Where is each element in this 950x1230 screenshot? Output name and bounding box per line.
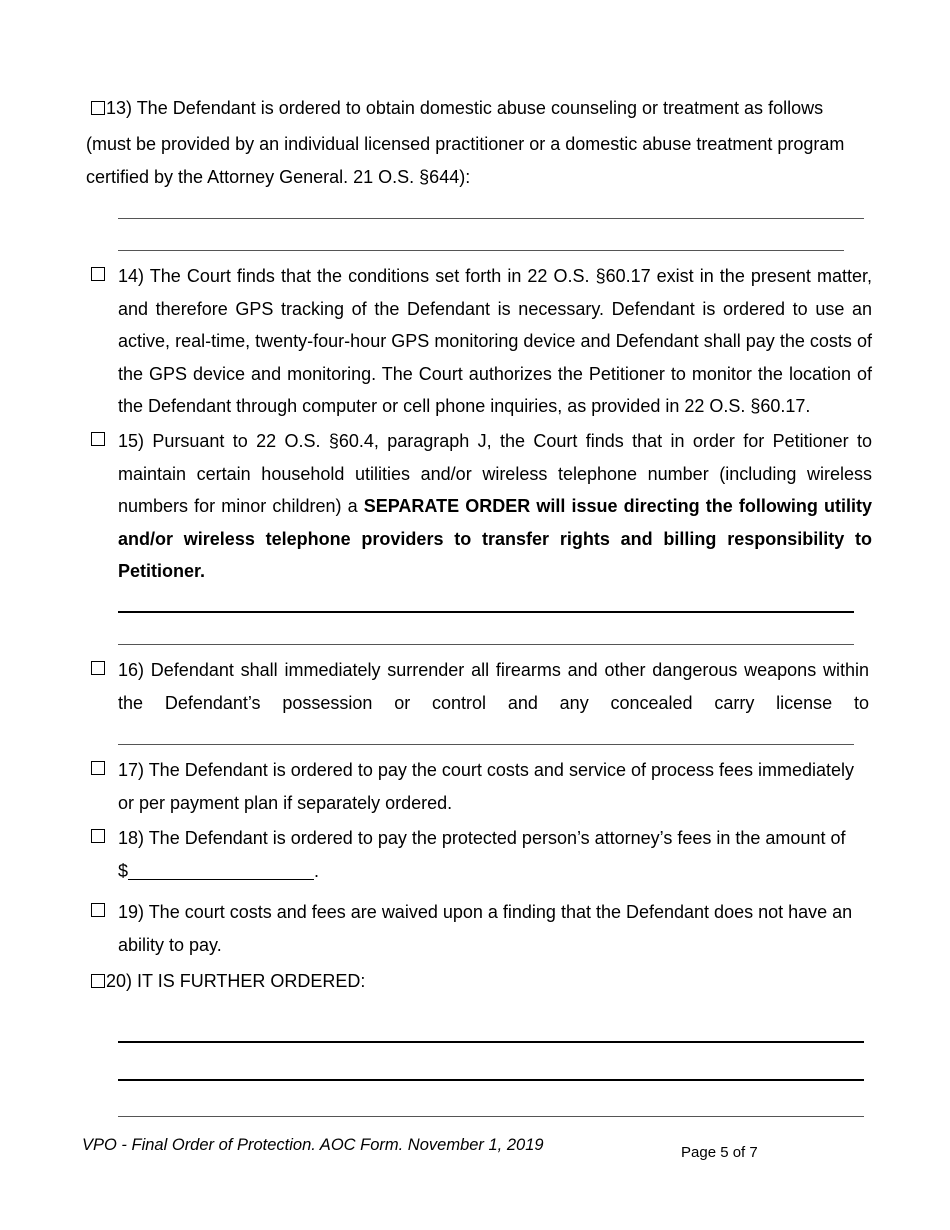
item-19 [91,896,872,961]
item-18-text: 18) The Defendant is ordered to pay the protected person’s attorney’s fees in the amount of [118,828,846,848]
item-16 [91,654,869,719]
item-15 [91,425,872,588]
item-19-checkbox[interactable] [91,903,105,917]
item-20-text: 20) IT IS FURTHER ORDERED: [106,971,366,991]
item-13-checkbox[interactable] [91,101,105,115]
item-14 [91,260,872,423]
item-20-checkbox[interactable] [91,974,105,988]
item-15-blank-line-2[interactable] [118,644,854,645]
item-16-checkbox[interactable] [91,661,105,675]
footer-page-number: Page 5 of 7 [681,1144,758,1161]
item-16-blank-line[interactable] [118,744,854,745]
attorney-fees-amount-field[interactable] [128,861,314,880]
item-18-period: . [314,860,320,881]
item-13-blank-line-1[interactable] [118,218,864,219]
item-18-checkbox[interactable] [91,829,105,843]
item-15-blank-line-1[interactable] [118,611,854,613]
item-13-line2: (must be provided by an individual licensed practitioner or a domestic abuse treatment program [86,134,845,154]
item-14-checkbox[interactable] [91,267,105,281]
item-13-blank-line-2[interactable] [118,250,844,251]
item-15-checkbox[interactable] [91,432,105,446]
item-15-bold-text: SEPARATE ORDER will issue directing the following utility and/or wireless telephone providers to transfer rights and billing responsibility to Petitioner. [118,496,872,581]
item-13-line1: 13) The Defendant is ordered to obtain domestic abuse counseling or treatment as follows [106,98,824,118]
item-13-line3: certified by the Attorney General. 21 O.S. §644): [86,167,471,187]
item-20-blank-line-3[interactable] [118,1116,864,1117]
item-16-text: 16) Defendant shall immediately surrender all firearms and other dangerous weapons within the Defendant’s possession or control and any concealed carry license to [118,660,869,713]
item-19-text: 19) The court costs and fees are waived upon a finding that the Defendant does not have an ability to pay. [118,902,853,955]
item-17-text: 17) The Defendant is ordered to pay the court costs and service of process fees immediately or per payment plan if separately ordered. [118,760,855,813]
item-20-blank-line-1[interactable] [118,1041,864,1043]
item-15-text: 15) Pursuant to 22 O.S. §60.4, paragraph J, the Court finds that in order for Petitioner to maintain certain household utilities and/or wireless telephone number (including wireless numbers for minor children) a [118,431,872,516]
item-20 [91,965,872,998]
item-17 [91,754,872,819]
item-14-text: 14) The Court finds that the conditions set forth in 22 O.S. §60.17 exist in the present matter, and therefore GPS tracking of the Defendant is necessary. Defendant is ordered to use an active, real-time, twenty-four-hour GPS monitoring device and Defendant shall pay the costs of the GPS device and monitoring. The Court authorizes the Petitioner to monitor the location of the Defendant through computer or cell phone inquiries, as provided in 22 O.S. §60.17. [118,266,872,416]
item-20-blank-line-2[interactable] [118,1079,864,1081]
item-13 [91,92,881,125]
item-18 [91,822,872,887]
footer-form-name: VPO - Final Order of Protection. AOC Form. November 1, 2019 [82,1136,544,1154]
item-18-currency: $ [118,860,129,881]
item-17-checkbox[interactable] [91,761,105,775]
